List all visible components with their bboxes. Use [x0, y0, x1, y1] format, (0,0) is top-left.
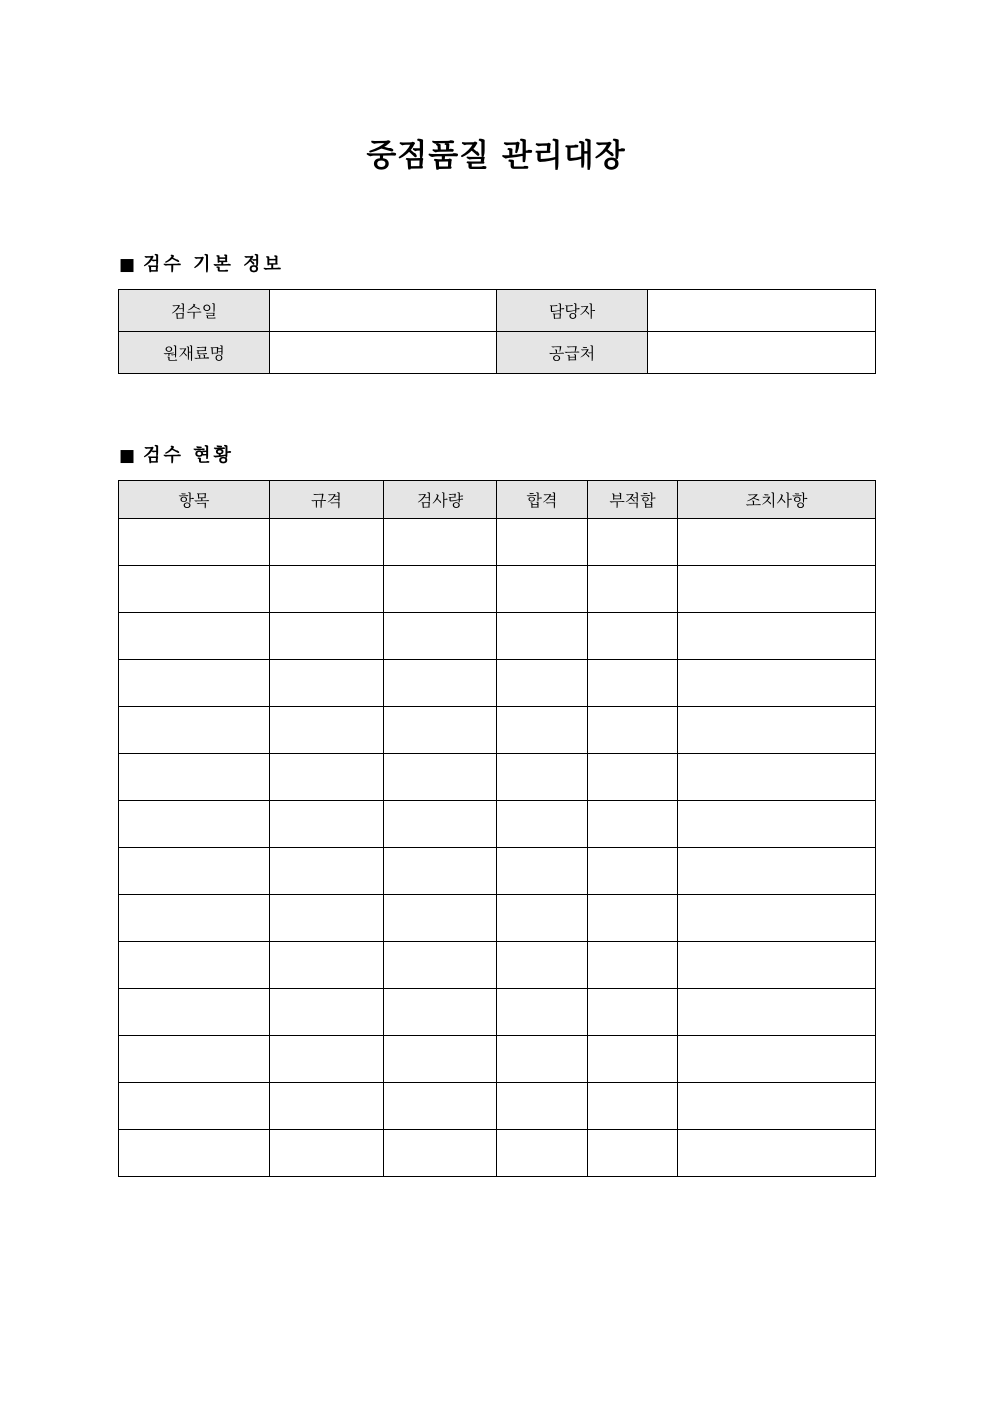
inspected-qty-cell[interactable]: [384, 754, 497, 801]
item-cell[interactable]: [119, 519, 270, 566]
basic-info-table: [118, 289, 876, 374]
basic-info-row: [119, 290, 876, 332]
pass-cell[interactable]: [497, 754, 588, 801]
action-cell[interactable]: [678, 989, 876, 1036]
pass-cell[interactable]: [497, 1130, 588, 1177]
spec-cell[interactable]: [270, 660, 384, 707]
nonconforming-cell[interactable]: [588, 660, 678, 707]
spec-cell[interactable]: [270, 754, 384, 801]
column-header-inspected-qty: 검사량: [384, 481, 497, 519]
item-cell[interactable]: [119, 613, 270, 660]
spec-cell[interactable]: [270, 801, 384, 848]
status-header-row: [119, 481, 876, 519]
spec-cell[interactable]: [270, 707, 384, 754]
action-cell[interactable]: [678, 801, 876, 848]
spec-cell[interactable]: [270, 1130, 384, 1177]
spec-cell[interactable]: [270, 895, 384, 942]
inspected-qty-cell[interactable]: [384, 895, 497, 942]
inspected-qty-cell[interactable]: [384, 1036, 497, 1083]
action-cell[interactable]: [678, 895, 876, 942]
square-bullet-icon: ■: [119, 446, 136, 466]
item-cell[interactable]: [119, 801, 270, 848]
inspected-qty-cell[interactable]: [384, 519, 497, 566]
nonconforming-cell[interactable]: [588, 613, 678, 660]
inspection-date-label: 검수일: [119, 290, 270, 332]
inspected-qty-cell[interactable]: [384, 942, 497, 989]
spec-cell[interactable]: [270, 942, 384, 989]
table-row: [119, 1083, 876, 1130]
action-cell[interactable]: [678, 1130, 876, 1177]
action-cell[interactable]: [678, 519, 876, 566]
nonconforming-cell[interactable]: [588, 566, 678, 613]
nonconforming-cell[interactable]: [588, 1036, 678, 1083]
item-cell[interactable]: [119, 1036, 270, 1083]
column-header-action: 조치사항: [678, 481, 876, 519]
pass-cell[interactable]: [497, 613, 588, 660]
status-heading: [119, 444, 234, 468]
item-cell[interactable]: [119, 707, 270, 754]
action-cell[interactable]: [678, 566, 876, 613]
inspected-qty-cell[interactable]: [384, 1083, 497, 1130]
item-cell[interactable]: [119, 942, 270, 989]
column-header-pass: 합격: [497, 481, 588, 519]
supplier-field[interactable]: [648, 332, 876, 374]
pass-cell[interactable]: [497, 519, 588, 566]
nonconforming-cell[interactable]: [588, 519, 678, 566]
inspected-qty-cell[interactable]: [384, 848, 497, 895]
inspected-qty-cell[interactable]: [384, 660, 497, 707]
column-header-spec: 규격: [270, 481, 384, 519]
pass-cell[interactable]: [497, 660, 588, 707]
item-cell[interactable]: [119, 989, 270, 1036]
action-cell[interactable]: [678, 754, 876, 801]
status-table-body: [119, 519, 876, 1177]
spec-cell[interactable]: [270, 989, 384, 1036]
item-cell[interactable]: [119, 848, 270, 895]
nonconforming-cell[interactable]: [588, 754, 678, 801]
action-cell[interactable]: [678, 707, 876, 754]
action-cell[interactable]: [678, 1083, 876, 1130]
action-cell[interactable]: [678, 613, 876, 660]
nonconforming-cell[interactable]: [588, 1130, 678, 1177]
table-row: [119, 566, 876, 613]
column-header-item: 항목: [119, 481, 270, 519]
action-cell[interactable]: [678, 1036, 876, 1083]
item-cell[interactable]: [119, 566, 270, 613]
pass-cell[interactable]: [497, 942, 588, 989]
person-in-charge-field[interactable]: [648, 290, 876, 332]
pass-cell[interactable]: [497, 1083, 588, 1130]
nonconforming-cell[interactable]: [588, 848, 678, 895]
table-row: [119, 707, 876, 754]
nonconforming-cell[interactable]: [588, 895, 678, 942]
inspected-qty-cell[interactable]: [384, 801, 497, 848]
spec-cell[interactable]: [270, 848, 384, 895]
basic-info-heading: [119, 253, 284, 277]
table-row: [119, 519, 876, 566]
item-cell[interactable]: [119, 895, 270, 942]
column-header-nonconforming: 부적합: [588, 481, 678, 519]
spec-cell[interactable]: [270, 1036, 384, 1083]
action-cell[interactable]: [678, 848, 876, 895]
spec-cell[interactable]: [270, 519, 384, 566]
inspection-date-field[interactable]: [270, 290, 497, 332]
square-bullet-icon: ■: [119, 255, 136, 275]
table-row: [119, 1130, 876, 1177]
item-cell[interactable]: [119, 1083, 270, 1130]
pass-cell[interactable]: [497, 707, 588, 754]
nonconforming-cell[interactable]: [588, 1083, 678, 1130]
inspected-qty-cell[interactable]: [384, 707, 497, 754]
nonconforming-cell[interactable]: [588, 801, 678, 848]
pass-cell[interactable]: [497, 989, 588, 1036]
pass-cell[interactable]: [497, 848, 588, 895]
person-in-charge-label: 담당자: [497, 290, 648, 332]
table-row: [119, 989, 876, 1036]
spec-cell[interactable]: [270, 566, 384, 613]
supplier-label: 공급처: [497, 332, 648, 374]
table-row: [119, 848, 876, 895]
spec-cell[interactable]: [270, 1083, 384, 1130]
inspected-qty-cell[interactable]: [384, 566, 497, 613]
pass-cell[interactable]: [497, 801, 588, 848]
inspected-qty-cell[interactable]: [384, 989, 497, 1036]
item-cell[interactable]: [119, 1130, 270, 1177]
inspected-qty-cell[interactable]: [384, 1130, 497, 1177]
inspection-status-table: [118, 480, 876, 1177]
table-row: [119, 942, 876, 989]
pass-cell[interactable]: [497, 1036, 588, 1083]
action-cell[interactable]: [678, 660, 876, 707]
table-row: [119, 613, 876, 660]
table-row: [119, 895, 876, 942]
inspected-qty-cell[interactable]: [384, 613, 497, 660]
pass-cell[interactable]: [497, 566, 588, 613]
nonconforming-cell[interactable]: [588, 942, 678, 989]
basic-info-heading-label: 검수 기본 정보: [143, 254, 284, 275]
spec-cell[interactable]: [270, 613, 384, 660]
basic-info-row: [119, 332, 876, 374]
item-cell[interactable]: [119, 660, 270, 707]
table-row: [119, 754, 876, 801]
nonconforming-cell[interactable]: [588, 989, 678, 1036]
table-row: [119, 660, 876, 707]
table-row: [119, 1036, 876, 1083]
document-title: 중점품질 관리대장: [366, 138, 626, 174]
table-row: [119, 801, 876, 848]
action-cell[interactable]: [678, 942, 876, 989]
item-cell[interactable]: [119, 754, 270, 801]
status-heading-label: 검수 현황: [143, 445, 234, 466]
pass-cell[interactable]: [497, 895, 588, 942]
raw-material-name-field[interactable]: [270, 332, 497, 374]
nonconforming-cell[interactable]: [588, 707, 678, 754]
raw-material-name-label: 원재료명: [119, 332, 270, 374]
